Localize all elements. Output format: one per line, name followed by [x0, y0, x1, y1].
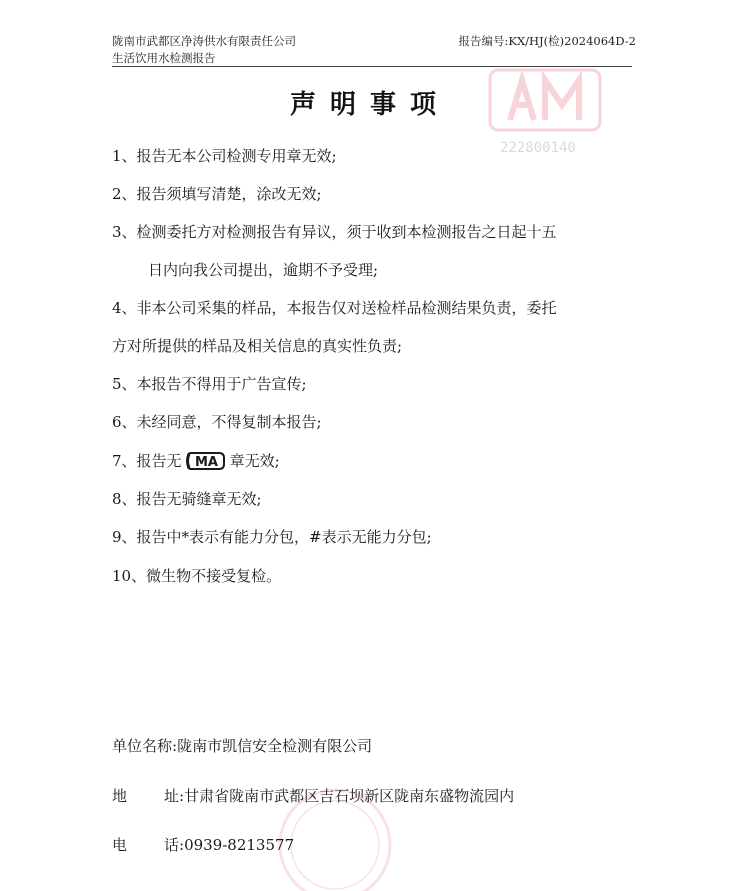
address-label-first: 地	[112, 787, 128, 805]
item-number: 3、	[112, 223, 137, 241]
statement-item-9	[112, 527, 647, 547]
statement-item-7	[112, 451, 647, 471]
cma-mark-icon	[186, 451, 226, 471]
page-title: 声明事项	[289, 90, 450, 120]
report-type: 生活饮用水检测报告	[112, 51, 216, 65]
address-label-second: 址:	[164, 787, 185, 805]
footer-phone	[112, 835, 294, 855]
item-number: 6、	[112, 413, 137, 431]
item-number: 1、	[112, 147, 137, 165]
phone-label-second: 话:	[164, 836, 185, 854]
phone-label-first: 电	[112, 836, 128, 854]
svg-text:222800140: 222800140	[500, 140, 576, 156]
header-left	[112, 33, 296, 67]
item-text: 报告无本公司检测专用章无效;	[136, 147, 337, 165]
header-report-number	[459, 33, 637, 50]
item-text: 报告须填写清楚，涂改无效;	[136, 185, 322, 203]
item-text-after: 章无效;	[229, 452, 280, 470]
unit-label: 单位名称:	[112, 737, 178, 755]
footer-address	[112, 786, 514, 806]
item-number: 10、	[112, 567, 147, 585]
item-text: 检测委托方对检测报告有异议，须于收到本检测报告之日起十五	[136, 223, 557, 241]
footer-unit-name	[112, 736, 372, 756]
item-text: 报告无骑缝章无效;	[136, 490, 262, 508]
item-number: 5、	[112, 375, 137, 393]
item-text-before: 报告无	[136, 452, 182, 470]
item-text: 本报告不得用于广告宣传;	[136, 375, 307, 393]
item-number: 8、	[112, 490, 137, 508]
unit-value: 陇南市凯信安全检测有限公司	[177, 737, 373, 755]
report-no-label: 报告编号:	[458, 34, 509, 48]
item-number: 2、	[112, 185, 137, 203]
statement-item-3-cont: 日内向我公司提出，逾期不予受理;	[148, 261, 379, 279]
statement-item-8	[112, 489, 647, 509]
item-text: 微生物不接受复检。	[146, 567, 282, 585]
address-value: 甘肃省陇南市武都区吉石坝新区陇南东盛物流园内	[184, 787, 515, 805]
item-number: 9、	[112, 528, 137, 546]
statement-item-2	[112, 184, 647, 204]
report-no-value: KX/HJ(检)2024064D-2	[508, 34, 636, 48]
company-name: 陇南市武都区净涛供水有限责任公司	[112, 34, 296, 48]
statement-item-5	[112, 374, 647, 394]
statement-item-10	[112, 566, 647, 586]
svg-text:MA: MA	[194, 455, 218, 470]
statement-item-1	[112, 146, 647, 166]
statement-item-6	[112, 412, 647, 432]
item-number: 4、	[112, 299, 137, 317]
item-text: 非本公司采集的样品，本报告仅对送检样品检测结果负责，委托	[136, 299, 557, 317]
statement-item-4	[112, 298, 647, 318]
item-text: 未经同意，不得复制本报告;	[136, 413, 322, 431]
header-divider	[112, 66, 632, 67]
statement-item-3	[112, 222, 647, 242]
item-number: 7、	[112, 452, 137, 470]
phone-value: 0939-8213577	[184, 836, 295, 854]
item-text: 报告中*表示有能力分包，#表示无能力分包;	[136, 528, 432, 546]
statement-item-4-cont: 方对所提供的样品及相关信息的真实性负责;	[112, 337, 403, 355]
